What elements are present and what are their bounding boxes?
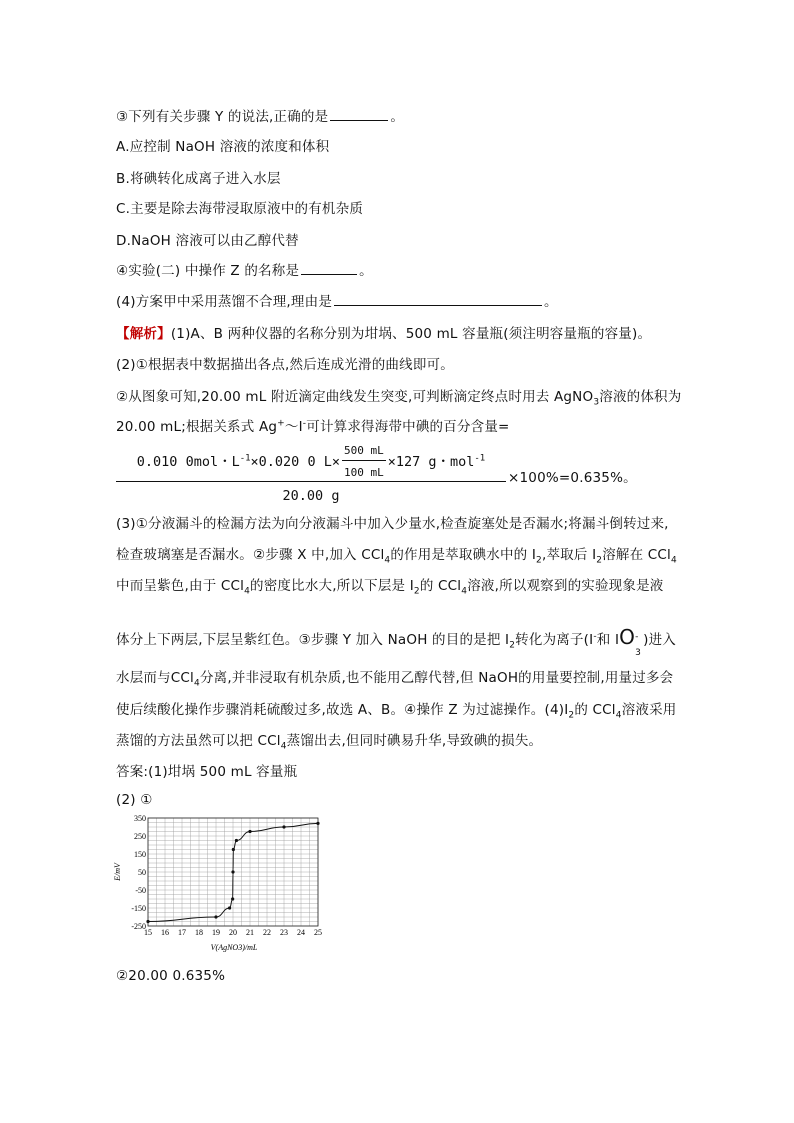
analysis-p5: (3)①分液漏斗的检漏方法为向分液漏斗中加入少量水,检查旋塞处是否漏水;将漏斗倒转过来, bbox=[116, 516, 669, 532]
q3-item3: ③下列有关步骤 Y 的说法,正确的是 。 bbox=[116, 109, 405, 125]
x-tick-label: 20 bbox=[229, 928, 237, 937]
answer-blank[interactable] bbox=[330, 119, 388, 121]
volume-ratio-fraction: $\frac{500 mL}{100 mL}$ bbox=[343, 444, 384, 479]
x-tick-label: 18 bbox=[195, 928, 203, 937]
option-c: C.主要是除去海带浸取原液中的有机杂质 bbox=[116, 201, 364, 217]
analysis-p11: 蒸馏的方法虽然可以把 CCl$_4$蒸馏出去,但同时碘易升华,导致碘的损失。 bbox=[116, 733, 543, 752]
analysis-p7: 中而呈紫色,由于 CCl$_4$的密度比水大,所以下层是 $I_2$的 CCl$_4$溶液,所以观察到的实验现象是液 bbox=[116, 578, 664, 597]
x-tick-label: 19 bbox=[212, 928, 220, 937]
formula-denominator: 20.00 g bbox=[282, 488, 340, 505]
option-b: B.将碘转化成离子进入水层 bbox=[116, 171, 281, 187]
answer-blank[interactable] bbox=[301, 273, 357, 275]
analysis-p4: 20.00 mL;根据关系式 Ag+～I-可计算求得海带中碘的百分含量= bbox=[116, 418, 510, 435]
x-tick-label: 22 bbox=[263, 928, 271, 937]
data-point bbox=[231, 870, 234, 873]
y-tick-label: 350 bbox=[134, 814, 146, 823]
answer-line3: ②20.00 0.635% bbox=[116, 968, 226, 984]
y-axis-label: E/mV bbox=[113, 863, 122, 881]
analysis-p8: 体分上下两层,下层呈紫红色。③步骤 Y 加入 NaOH 的目的是把 $I_2$转化为离子(I-和 IO - 3 )进入 bbox=[116, 625, 676, 658]
data-point bbox=[316, 822, 319, 825]
analysis-p9: 水层而与CCl$_4$分离,并非浸取有机杂质,也不能用乙醇代替,但 NaOH的用量要控制,用量过多会 bbox=[116, 670, 674, 689]
x-tick-label: 25 bbox=[314, 928, 322, 937]
data-point bbox=[214, 915, 217, 918]
x-tick-label: 24 bbox=[297, 928, 305, 937]
option-a: A.应控制 NaOH 溶液的浓度和体积 bbox=[116, 139, 330, 155]
analysis-p1: 【解析】(1)A、B 两种仪器的名称分别为坩埚、500 mL 容量瓶(须注明容量瓶的容量)。 bbox=[116, 326, 652, 342]
option-d: D.NaOH 溶液可以由乙醇代替 bbox=[116, 233, 299, 249]
y-axis-ticks bbox=[131, 814, 146, 931]
x-tick-label: 16 bbox=[161, 928, 169, 937]
data-point bbox=[146, 920, 149, 923]
x-axis-label: V(AgNO3)/mL bbox=[210, 943, 258, 952]
x-axis-ticks bbox=[144, 928, 322, 937]
data-point bbox=[228, 906, 231, 909]
x-tick-label: 21 bbox=[246, 928, 254, 937]
x-tick-label: 17 bbox=[178, 928, 186, 937]
analysis-p10: 使后续酸化操作步骤消耗硫酸过多,故选 A、B。④操作 Z 为过滤操作。$(4)I_2$的 CCl$_4$溶液采用 bbox=[116, 702, 677, 721]
y-tick-label: -250 bbox=[131, 922, 146, 931]
data-point bbox=[232, 848, 235, 851]
y-tick-label: -150 bbox=[131, 904, 146, 913]
formula-numerator: 0.010 0mol・$L^{-1}\times 0.020$ 0 L× $\frac{500 mL}{100 mL}$ ×127 g・mol$^{-1}$ bbox=[116, 445, 506, 482]
y-tick-label: 50 bbox=[138, 868, 146, 877]
y-tick-label: 250 bbox=[134, 832, 146, 841]
x-tick-label: 23 bbox=[280, 928, 288, 937]
y-tick-label: -50 bbox=[135, 886, 146, 895]
answer-line1: 答案:(1)坩埚 500 mL 容量瓶 bbox=[116, 764, 298, 780]
data-point bbox=[248, 830, 251, 833]
q4-line: (4)方案甲中采用蒸馏不合理,理由是 。 bbox=[116, 294, 558, 310]
analysis-p3: ②从图象可知,20.00 mL 附近滴定曲线发生突变,可判断滴定终点时用去 AgNO$_3$溶液的体积为 bbox=[116, 389, 682, 408]
answer-blank[interactable] bbox=[334, 304, 542, 306]
data-point bbox=[282, 825, 285, 828]
data-point bbox=[231, 897, 234, 900]
answer-line2: (2) ① bbox=[116, 792, 153, 808]
q3-item4: ④实验(二) 中操作 Z 的名称是 。 bbox=[116, 263, 373, 279]
analysis-p2: (2)①根据表中数据描出各点,然后连成光滑的曲线即可。 bbox=[116, 357, 454, 373]
iodine-content-formula bbox=[116, 445, 506, 504]
formula-result: ×100%=0.635%。 bbox=[508, 470, 637, 486]
analysis-p6: 检查玻璃塞是否漏水。②步骤 X 中,加入 CCl$_4$的作用是萃取碘水中的 $I_2$,萃取后 $I_2$溶解在 CCl$_4$ bbox=[116, 547, 677, 566]
x-tick-label: 15 bbox=[144, 928, 152, 937]
data-point bbox=[235, 839, 238, 842]
analysis-tag: 【解析】 bbox=[116, 326, 171, 342]
titration-chart bbox=[114, 812, 324, 954]
y-tick-label: 150 bbox=[134, 850, 146, 859]
